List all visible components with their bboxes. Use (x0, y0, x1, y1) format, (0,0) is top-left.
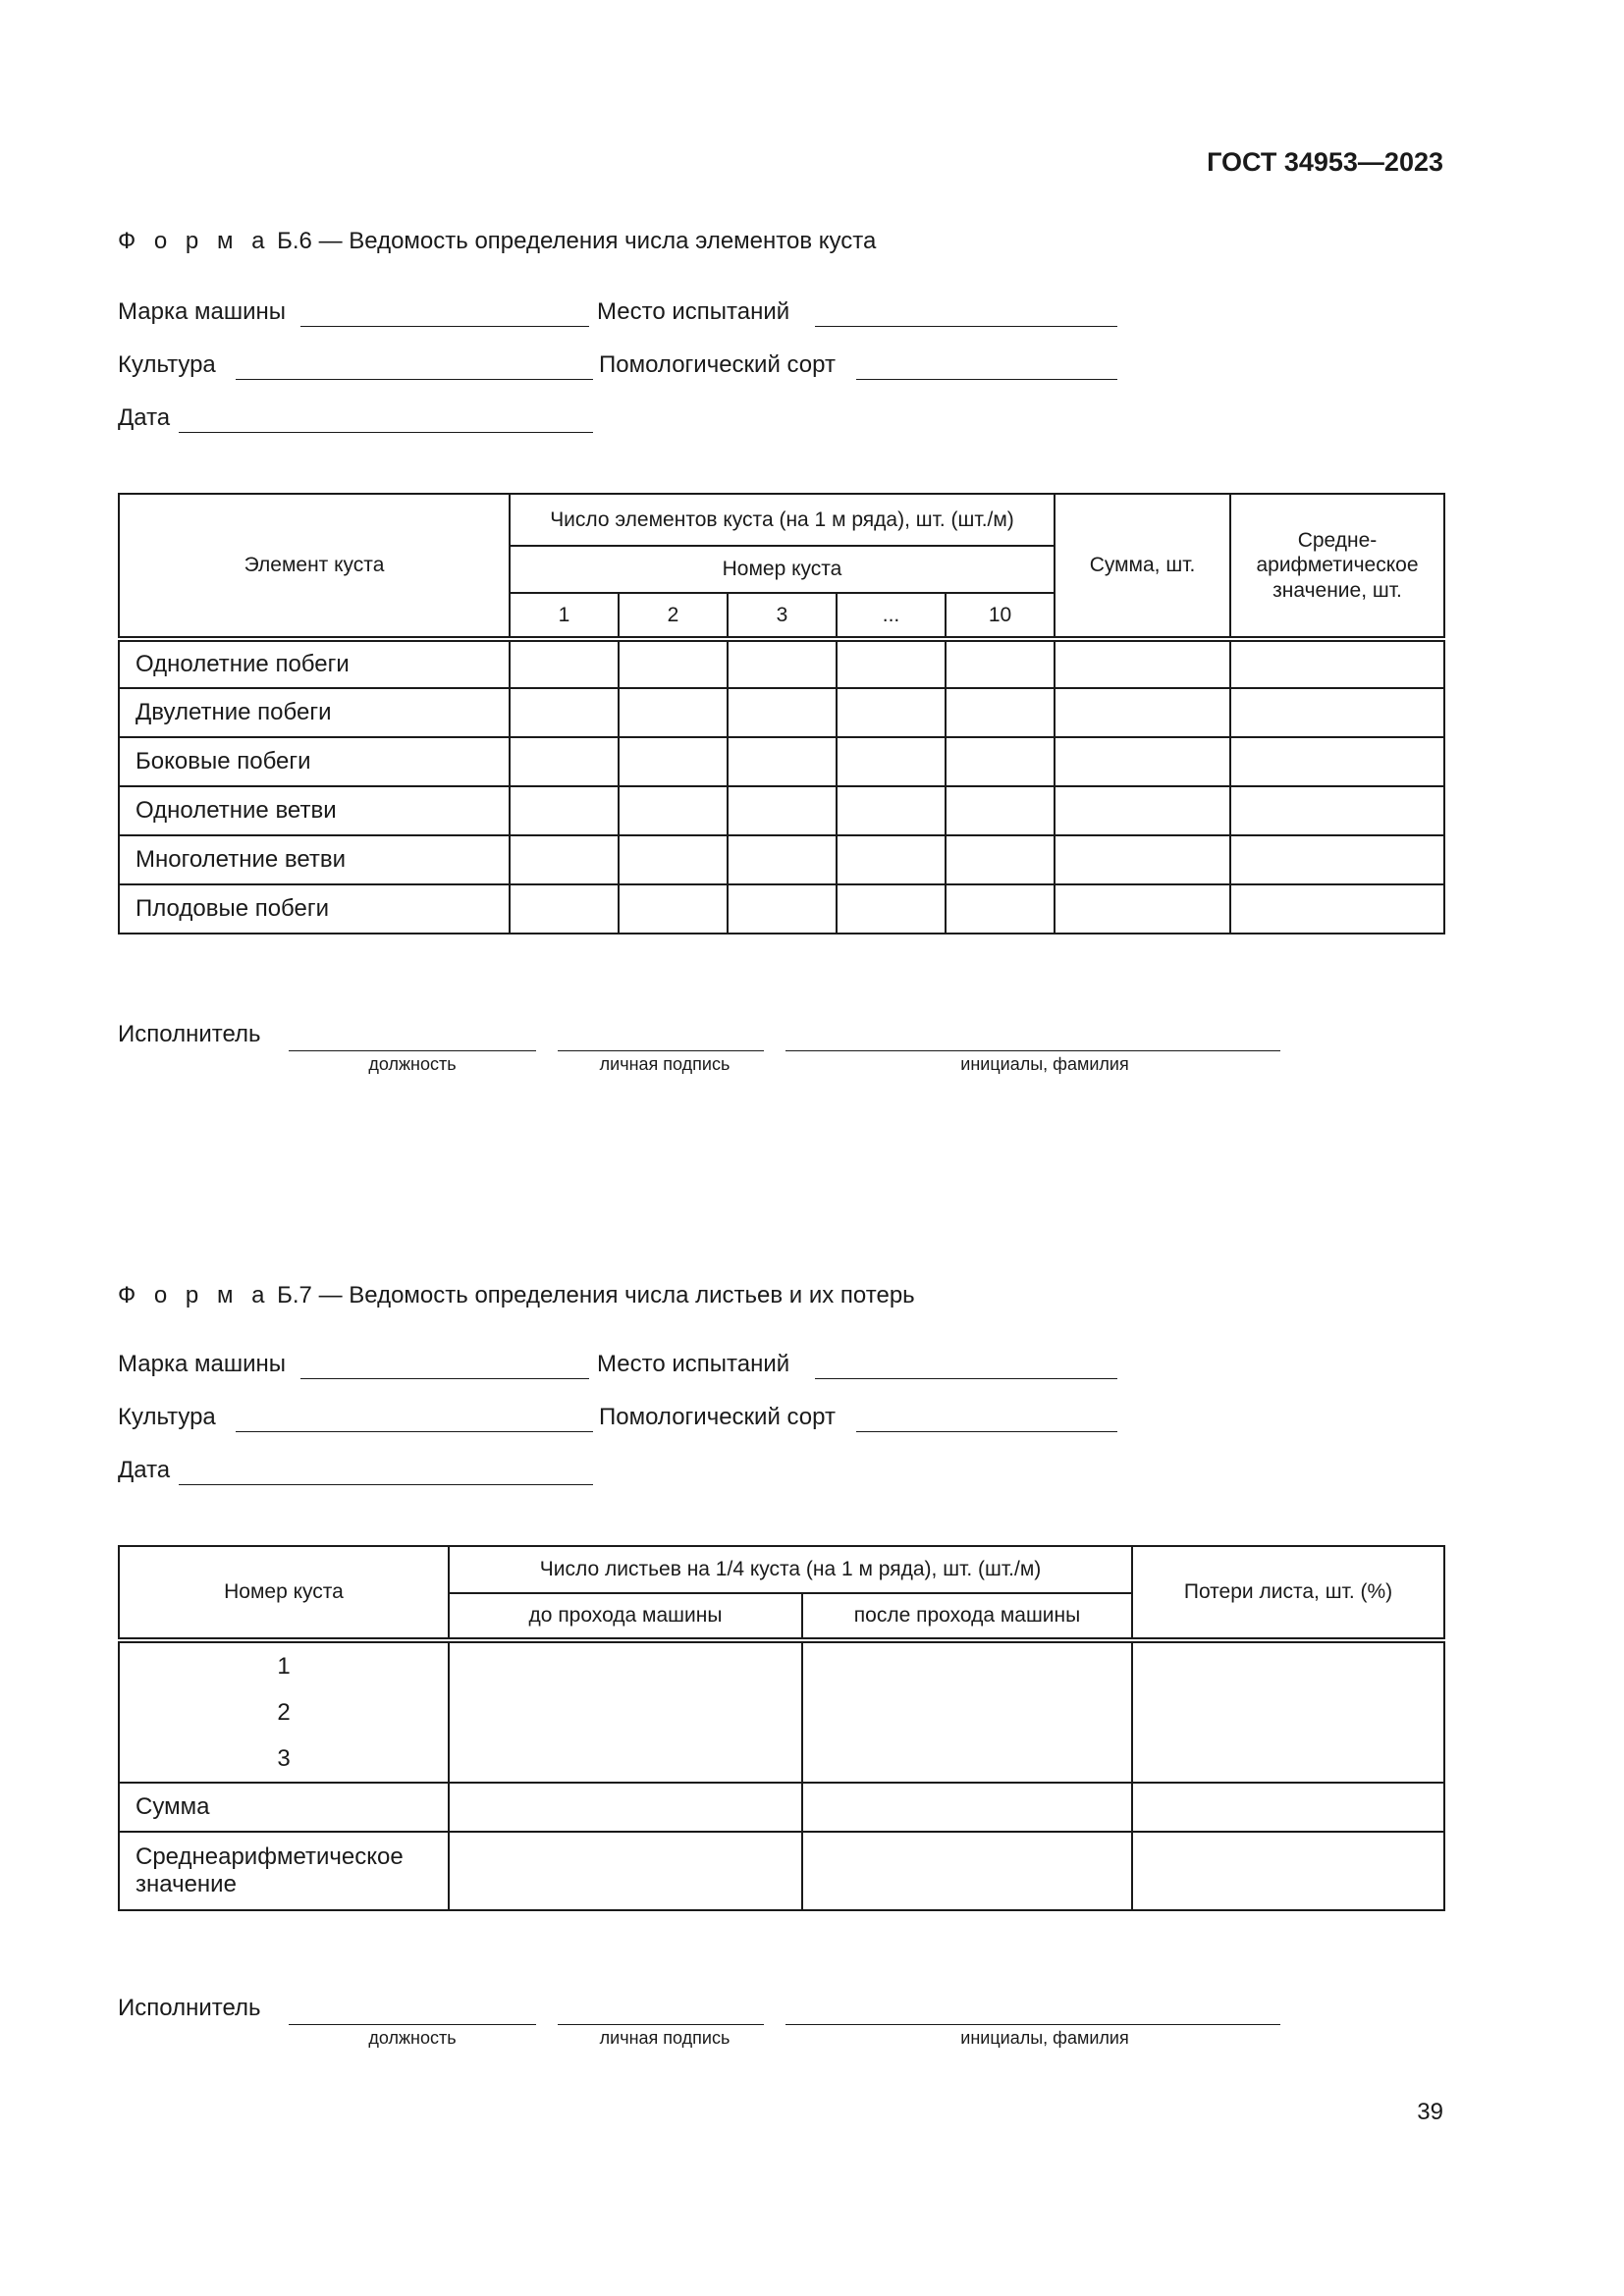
form-b6-position-line (289, 1025, 536, 1051)
data-cell[interactable] (1230, 639, 1444, 688)
leaves-header: Число листьев на 1/4 куста (на 1 м ряда), шт. (шт./м) (449, 1546, 1132, 1593)
bush-number-cell: ... (837, 593, 946, 639)
form-b7-culture-label: Культура (118, 1404, 216, 1430)
data-cell[interactable] (449, 1640, 802, 1783)
form-b6-variety-label: Помологический сорт (599, 351, 836, 378)
table-row (119, 786, 1444, 835)
form-b6-name-line (785, 1025, 1280, 1051)
data-cell[interactable] (728, 786, 837, 835)
data-cell[interactable] (802, 1783, 1132, 1832)
data-cell[interactable] (1055, 835, 1230, 884)
table-row (119, 688, 1444, 737)
form-b7-variety-line (856, 1406, 1117, 1432)
table-row (119, 884, 1444, 934)
data-cell[interactable] (1230, 884, 1444, 934)
bush-number-cell: 10 (946, 593, 1055, 639)
form-b6-date-line (179, 406, 593, 433)
data-cell[interactable] (510, 884, 619, 934)
data-cell[interactable] (837, 639, 946, 688)
form-b7-date-line (179, 1459, 593, 1485)
form-b7-title-prefix: Ф о р м а (118, 1282, 271, 1308)
data-cell[interactable] (802, 1832, 1132, 1910)
row-label: Двулетние побеги (119, 688, 510, 737)
form-b7-position-line (289, 1999, 536, 2025)
data-cell[interactable] (1055, 737, 1230, 786)
data-cell[interactable] (946, 639, 1055, 688)
bush-numbers-cell (119, 1640, 449, 1783)
bush-number: 2 (277, 1699, 291, 1726)
form-b7-position-caption: должность (368, 2028, 457, 2048)
form-b6-machine-line (300, 300, 589, 327)
table-row (119, 1832, 1444, 1910)
form-b6-variety-line (856, 353, 1117, 380)
data-cell[interactable] (1055, 688, 1230, 737)
data-cell[interactable] (837, 786, 946, 835)
data-cell[interactable] (837, 688, 946, 737)
data-cell[interactable] (946, 884, 1055, 934)
mean-header: Средне-арифметическое значение, шт. (1230, 494, 1444, 639)
data-cell[interactable] (619, 835, 728, 884)
data-cell[interactable] (1230, 688, 1444, 737)
form-b6-machine-label: Марка машины (118, 298, 287, 325)
form-b7-variety-label: Помологический сорт (599, 1404, 836, 1430)
form-b7-name-line (785, 1999, 1280, 2025)
data-cell[interactable] (802, 1640, 1132, 1783)
bush-number: 3 (277, 1745, 291, 1772)
data-cell[interactable] (837, 835, 946, 884)
table-row (119, 1783, 1444, 1832)
form-b7-date-label: Дата (118, 1457, 171, 1483)
bush-header: Номер куста (119, 1546, 449, 1640)
row-label: Однолетние ветви (119, 786, 510, 835)
data-cell[interactable] (1055, 884, 1230, 934)
data-cell[interactable] (946, 688, 1055, 737)
table-row (119, 835, 1444, 884)
form-b6-signature-caption: личная подпись (599, 1054, 731, 1074)
form-b7-signature-caption: личная подпись (599, 2028, 731, 2048)
data-cell[interactable] (510, 835, 619, 884)
form-b6-title-number: Б.6 (277, 228, 312, 254)
element-header: Элемент куста (119, 494, 510, 639)
data-cell[interactable] (510, 786, 619, 835)
before-header: до прохода машины (449, 1593, 802, 1640)
form-b7-title-number: Б.7 (277, 1282, 312, 1308)
form-b7-machine-line (300, 1353, 589, 1379)
data-cell[interactable] (510, 737, 619, 786)
data-cell[interactable] (1230, 737, 1444, 786)
data-cell[interactable] (1230, 835, 1444, 884)
form-b7-culture-line (236, 1406, 593, 1432)
data-cell[interactable] (728, 639, 837, 688)
data-cell[interactable] (619, 884, 728, 934)
bush-number-cell: 1 (510, 593, 619, 639)
data-cell[interactable] (619, 737, 728, 786)
count-header: Число элементов куста (на 1 м ряда), шт. (шт./м) (510, 494, 1055, 546)
row-label: Многолетние ветви (119, 835, 510, 884)
form-b7-place-line (815, 1353, 1117, 1379)
form-b7-executor-label: Исполнитель (118, 1995, 261, 2021)
form-b7-machine-label: Марка машины (118, 1351, 287, 1377)
data-cell[interactable] (1132, 1783, 1444, 1832)
form-b6-executor-label: Исполнитель (118, 1021, 261, 1047)
form-b7-place-label: Место испытаний (597, 1351, 790, 1377)
data-cell[interactable] (619, 639, 728, 688)
form-b6-table (118, 493, 1445, 934)
data-cell[interactable] (510, 688, 619, 737)
form-b6-place-label: Место испытаний (597, 298, 790, 325)
data-cell[interactable] (946, 786, 1055, 835)
form-b6-place-line (815, 300, 1117, 327)
form-b6-signature-line (558, 1025, 764, 1051)
form-b7-title (118, 1282, 915, 1309)
data-cell[interactable] (837, 737, 946, 786)
after-header: после прохода машины (802, 1593, 1132, 1640)
standard-number: ГОСТ 34953—2023 (1207, 147, 1443, 177)
data-cell[interactable] (449, 1832, 802, 1910)
data-cell[interactable] (1132, 1640, 1444, 1783)
form-b6-date-label: Дата (118, 404, 171, 431)
data-cell[interactable] (510, 639, 619, 688)
loss-header: Потери листа, шт. (%) (1132, 1546, 1444, 1640)
row-label: Боковые побеги (119, 737, 510, 786)
form-b7-signature-line (558, 1999, 764, 2025)
data-cell[interactable] (728, 835, 837, 884)
form-b6-position-caption: должность (368, 1054, 457, 1074)
data-cell[interactable] (619, 688, 728, 737)
page-number: 39 (1417, 2099, 1443, 2125)
form-b6-name-caption: инициалы, фамилия (960, 1054, 1129, 1074)
table-row (119, 1640, 1444, 1783)
form-b6-title-prefix: Ф о р м а (118, 228, 271, 254)
bush-number-cell: 2 (619, 593, 728, 639)
bush-number-header: Номер куста (510, 546, 1055, 593)
data-cell[interactable] (1055, 639, 1230, 688)
form-b6-title (118, 228, 876, 255)
data-cell[interactable] (1230, 786, 1444, 835)
data-cell[interactable] (728, 737, 837, 786)
data-cell[interactable] (619, 786, 728, 835)
data-cell[interactable] (946, 737, 1055, 786)
form-b7-table (118, 1545, 1445, 1911)
form-b6-culture-label: Культура (118, 351, 216, 378)
bush-number: 1 (277, 1653, 291, 1680)
data-cell[interactable] (837, 884, 946, 934)
data-cell[interactable] (1132, 1832, 1444, 1910)
row-label: Однолетние побеги (119, 639, 510, 688)
data-cell[interactable] (946, 835, 1055, 884)
table-row (119, 639, 1444, 688)
data-cell[interactable] (728, 884, 837, 934)
sum-header: Сумма, шт. (1055, 494, 1230, 639)
bush-number-cell: 3 (728, 593, 837, 639)
form-b6-culture-line (236, 353, 593, 380)
data-cell[interactable] (728, 688, 837, 737)
data-cell[interactable] (1055, 786, 1230, 835)
data-cell[interactable] (449, 1783, 802, 1832)
table-row (119, 737, 1444, 786)
form-b6-title-text: — Ведомость определения числа элементов куста (318, 228, 877, 254)
row-label: Плодовые побеги (119, 884, 510, 934)
form-b7-title-text: — Ведомость определения числа листьев и их потерь (318, 1282, 915, 1308)
sum-label: Сумма (119, 1783, 449, 1832)
form-b7-name-caption: инициалы, фамилия (960, 2028, 1129, 2048)
mean-label: Среднеарифметическое значение (119, 1832, 449, 1910)
